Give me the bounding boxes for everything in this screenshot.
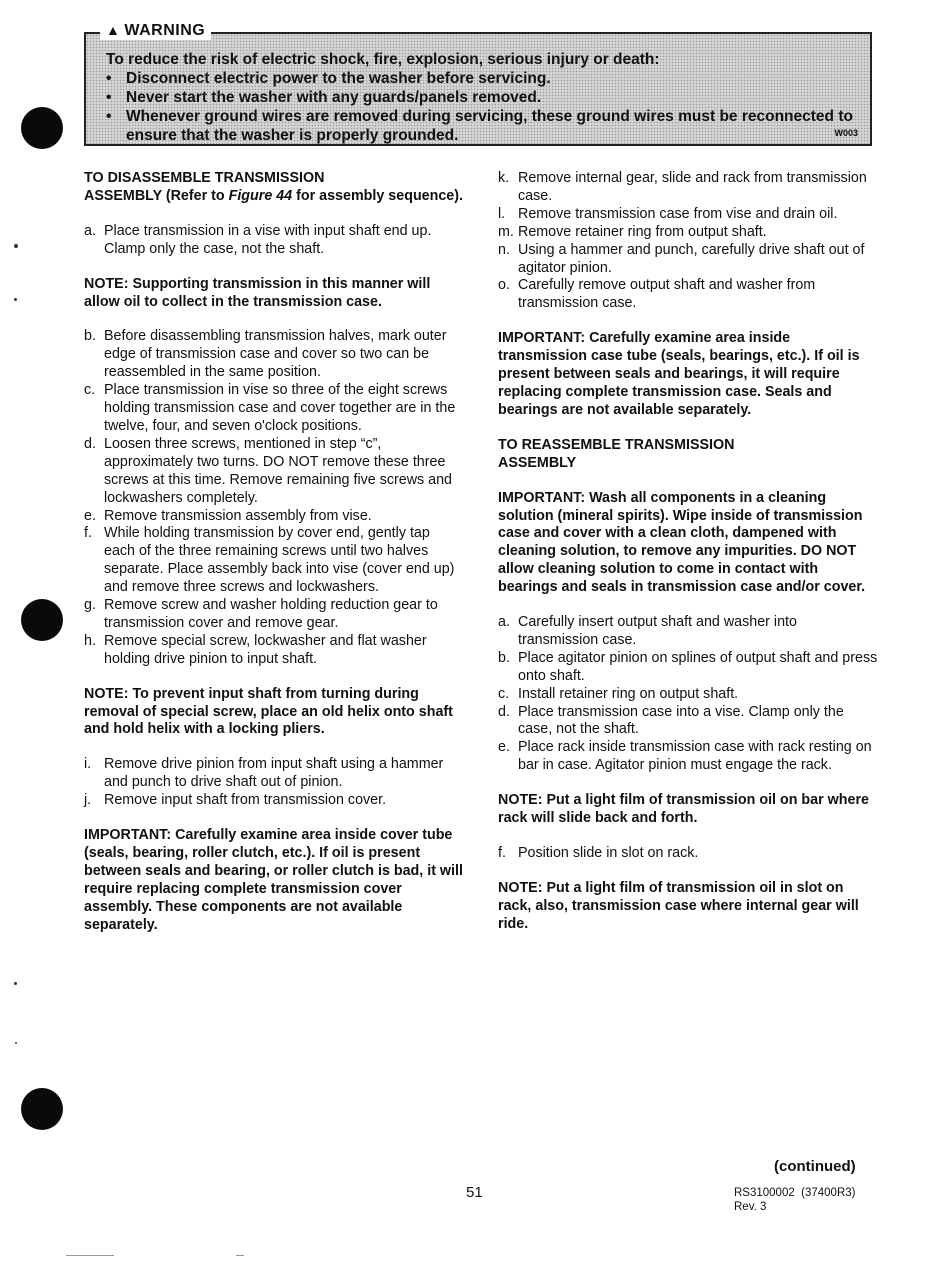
- warning-triangle-icon: ▲: [106, 22, 121, 38]
- step-list: [498, 170, 878, 313]
- step-list: [84, 756, 464, 810]
- punch-hole-middle: [21, 599, 63, 641]
- list-item: e. Remove transmission assembly from vise.: [84, 507, 372, 524]
- list-item: b. Before disassembling transmission halves, mark outer edge of transmission case and cover so two can be reassembled in the same position.: [84, 328, 447, 381]
- list-item: n. Using a hammer and punch, carefully drive shaft out of agitator pinion.: [498, 241, 865, 276]
- section-heading-disassemble: TO DISASSEMBLE TRANSMISSION ASSEMBLY (Refer to Figure 44 for assembly sequence).: [84, 170, 463, 204]
- revision: Rev. 3: [734, 1201, 767, 1213]
- note-paragraph: NOTE: Supporting transmission in this manner will allow oil to collect in the transmission case.: [84, 275, 431, 310]
- right-column: [498, 170, 878, 934]
- list-item: c. Install retainer ring on output shaft.: [498, 685, 739, 702]
- list-item: f. Position slide in slot on rack.: [498, 845, 699, 861]
- left-column: [84, 170, 464, 935]
- warning-code: W003: [834, 128, 858, 138]
- warning-box: [84, 22, 872, 146]
- page-number: 51: [466, 1184, 483, 1201]
- list-item: l. Remove transmission case from vise and drain oil.: [498, 205, 838, 222]
- list-item: d. Place transmission case into a vise. Clamp only the case, not the shaft.: [498, 703, 844, 738]
- warning-bullet: • Disconnect electric power to the washer before servicing.: [106, 69, 856, 88]
- list-item: j. Remove input shaft from transmission cover.: [84, 792, 387, 809]
- scan-speck: [14, 244, 18, 248]
- punch-hole-bottom: [21, 1088, 63, 1130]
- warning-bullet: • Never start the washer with any guards/panels removed.: [106, 88, 856, 107]
- important-paragraph: IMPORTANT: Carefully examine area inside cover tube (seals, bearing, roller clutch, etc.). If oil is present between seals and bearing, or roller clutch is bad, it will require replacing complete transmission cover assembly. These components are not available separately.: [84, 827, 463, 933]
- list-item: h. Remove special screw, lockwasher and flat washer holding drive pinion to input shaft.: [84, 632, 427, 667]
- scan-artifact: [236, 1255, 244, 1256]
- step-list: [84, 223, 464, 259]
- warning-intro: To reduce the risk of electric shock, fire, explosion, serious injury or death:: [106, 51, 660, 68]
- continued-label: (continued): [774, 1158, 856, 1175]
- warning-text: [106, 50, 856, 145]
- list-item: o. Carefully remove output shaft and washer from transmission case.: [498, 277, 816, 312]
- list-item: g. Remove screw and washer holding reduction gear to transmission cover and remove gear.: [84, 597, 438, 631]
- list-item: c. Place transmission in vise so three of the eight screws holding transmission case and cover together are in the twelve, four, and seven o'clock positions.: [84, 382, 456, 434]
- important-paragraph: IMPORTANT: Wash all components in a cleaning solution (mineral spirits). Wipe inside of transmission case and cover with a clean cloth, dampened with cleaning solution, to remove any impurities. DO NOT allow cleaning solution to come in contact with bearings and seals in transmission case and/or cover.: [498, 489, 866, 596]
- scan-speck: [14, 982, 17, 985]
- warning-title: ▲ WARNING: [100, 22, 211, 40]
- list-item: b. Place agitator pinion on splines of output shaft and press onto shaft.: [498, 649, 878, 684]
- punch-hole-top: [21, 107, 63, 149]
- list-item: a. Carefully insert output shaft and washer into transmission case.: [498, 614, 797, 648]
- list-item: k. Remove internal gear, slide and rack from transmission case.: [498, 170, 867, 204]
- warning-bullet: • Whenever ground wires are removed during servicing, these ground wires must be reconnected to ensure that the washer is properly grounded.: [106, 107, 856, 145]
- list-item: f. While holding transmission by cover end, gently tap each of the three remaining screws until two halves separate. Place assembly back into vise (cover end up) and remove three screws and lockwashers.: [84, 525, 455, 596]
- list-item: e. Place rack inside transmission case with rack resting on bar in case. Agitator pinion must engage the rack.: [498, 739, 872, 774]
- step-list: [498, 845, 878, 863]
- list-item: m. Remove retainer ring from output shaft.: [498, 223, 767, 240]
- scan-speck: [14, 298, 17, 301]
- figure-reference: Figure 44: [228, 187, 293, 204]
- document-code: [734, 1186, 855, 1214]
- list-item: d. Loosen three screws, mentioned in step “c”, approximately two turns. DO NOT remove these three screws at this time. Remove remaining five screws and lockwashers completely.: [84, 435, 453, 506]
- note-paragraph: NOTE: Put a light film of transmission oil in slot on rack, also, transmission case where internal gear will ride.: [498, 879, 859, 932]
- list-item: i. Remove drive pinion from input shaft using a hammer and punch to drive shaft out of pinion.: [84, 756, 444, 791]
- step-list: [84, 328, 464, 668]
- scan-artifact: [66, 1255, 114, 1256]
- important-paragraph: IMPORTANT: Carefully examine area inside transmission case tube (seals, bearings, etc.). If oil is present between seals and bearings, it will require replacing complete transmission case. Seals and bearings are not available separately.: [498, 330, 860, 418]
- scan-speck: [15, 1042, 17, 1044]
- note-paragraph: NOTE: To prevent input shaft from turning during removal of special screw, place an old helix onto shaft and hold helix with a locking pliers.: [84, 685, 453, 738]
- note-paragraph: NOTE: Put a light film of transmission oil on bar where rack will slide back and forth.: [498, 792, 869, 827]
- section-heading-reassemble: TO REASSEMBLE TRANSMISSION ASSEMBLY: [498, 436, 735, 471]
- list-item: a. Place transmission in a vise with input shaft end up. Clamp only the case, not the shaft.: [84, 222, 432, 257]
- document-number: RS3100002 (37400R3): [734, 1187, 856, 1199]
- step-list: [498, 614, 878, 775]
